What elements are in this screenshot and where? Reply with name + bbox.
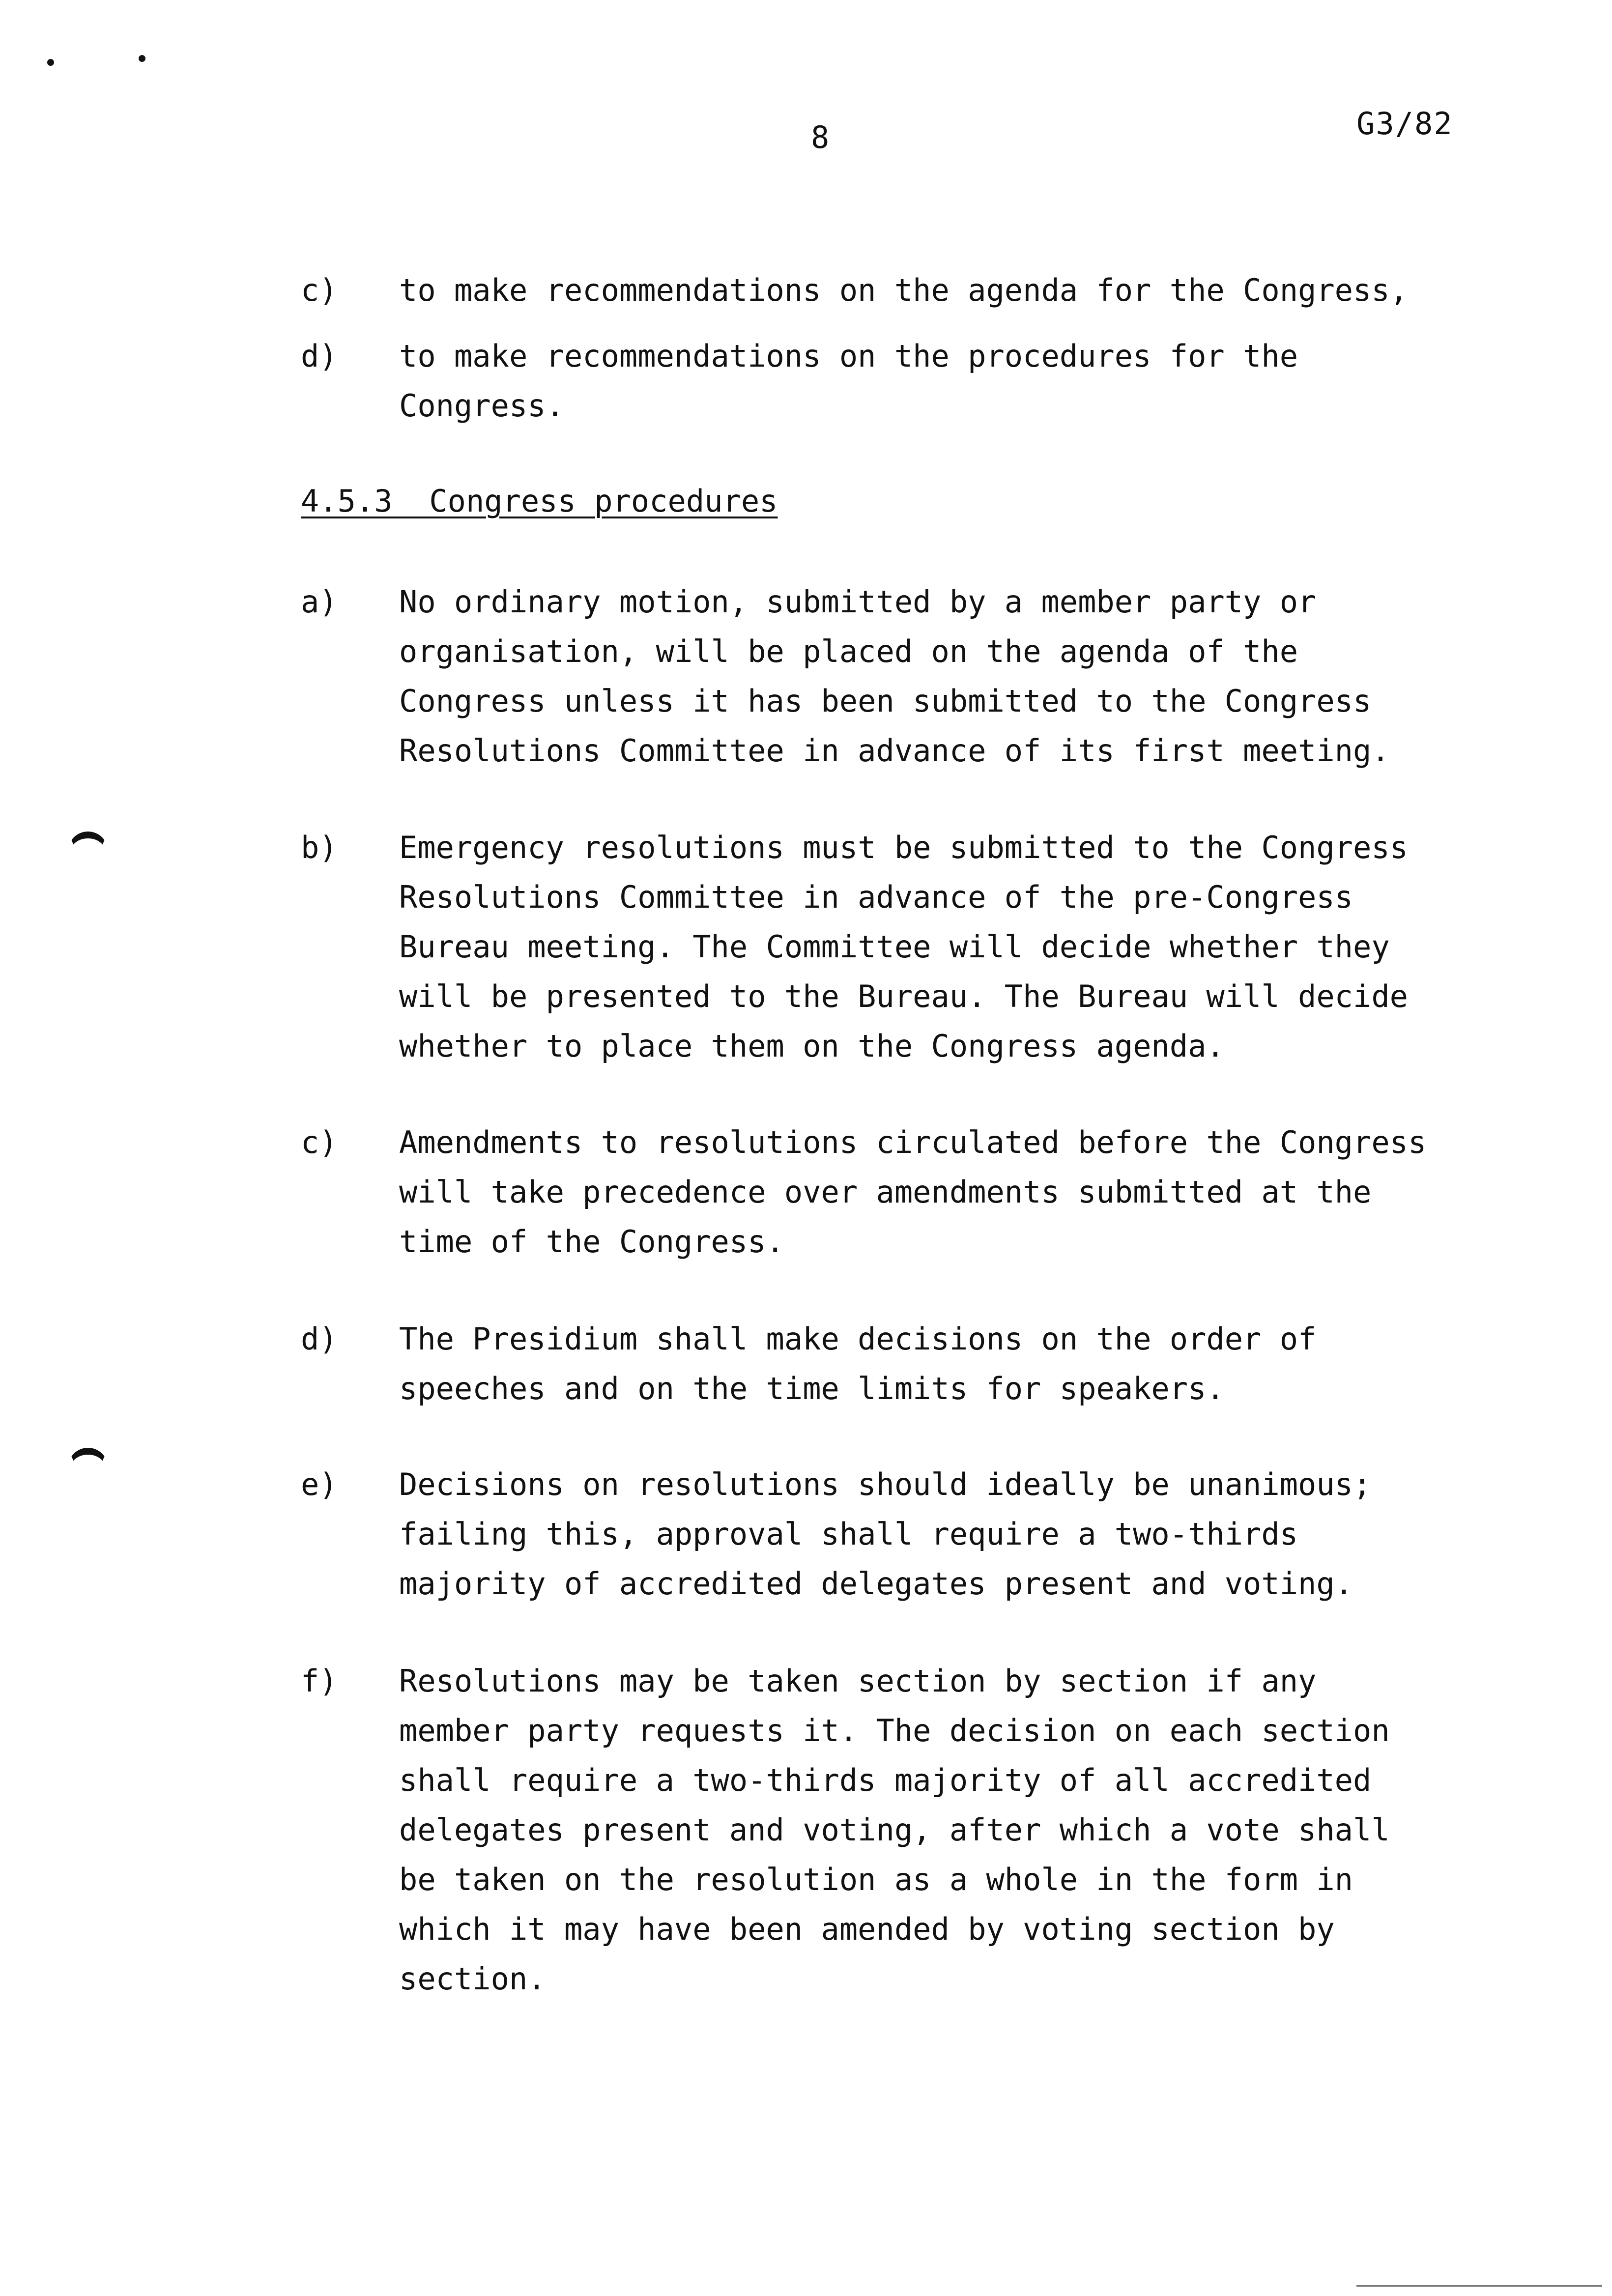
footer-line [1356, 2285, 1602, 2287]
item-text: to make recommendations on the agenda for the Congress, [399, 272, 1408, 308]
item-letter: f) [301, 1663, 338, 1699]
document-reference: G3/82 [1356, 106, 1453, 142]
item-letter: b) [301, 830, 338, 865]
page-number: 8 [811, 119, 830, 155]
item-letter: e) [301, 1466, 338, 1502]
margin-dot [47, 59, 54, 66]
section-heading: 4.5.3 Congress procedures [301, 483, 778, 519]
item-text: The Presidium shall make decisions on the order of speeches and on the time limits for speakers. [399, 1321, 1317, 1406]
item-letter: a) [301, 584, 338, 620]
margin-dot [139, 55, 145, 62]
item-text: No ordinary motion, submitted by a member party or organisation, will be placed on the agenda of the Congress unless it has been submitted to the Congress Resolutions Committee in advance of its first meeting. [399, 584, 1390, 769]
item-text: Decisions on resolutions should ideally be unanimous; failing this, approval shall require a two-thirds majority of accredited delegates present and voting. [399, 1466, 1372, 1602]
item-text: Amendments to resolutions circulated before the Congress will take precedence over amendments submitted at the time of the Congress. [399, 1124, 1427, 1260]
item-letter: d) [301, 338, 338, 374]
margin-mark [68, 1448, 108, 1474]
item-text: to make recommendations on the procedures for the Congress. [399, 338, 1298, 424]
item-letter: d) [301, 1321, 338, 1357]
item-text: Resolutions may be taken section by section if any member party requests it. The decision on each section shall require a two-thirds majority of all accredited delegates present and voting, after which a vote shall be taken on the resolution as a whole in the form in which it may have been amended by voting section by section. [399, 1663, 1390, 1997]
margin-mark [68, 832, 108, 858]
item-letter: c) [301, 1124, 338, 1160]
item-text: Emergency resolutions must be submitted to the Congress Resolutions Committee in advance of the pre-Congress Bureau meeting. The Committee will decide whether they will be presented to the Bureau. The Bureau will decide whether to place them on the Congress agenda. [399, 830, 1408, 1064]
item-letter: c) [301, 272, 338, 308]
